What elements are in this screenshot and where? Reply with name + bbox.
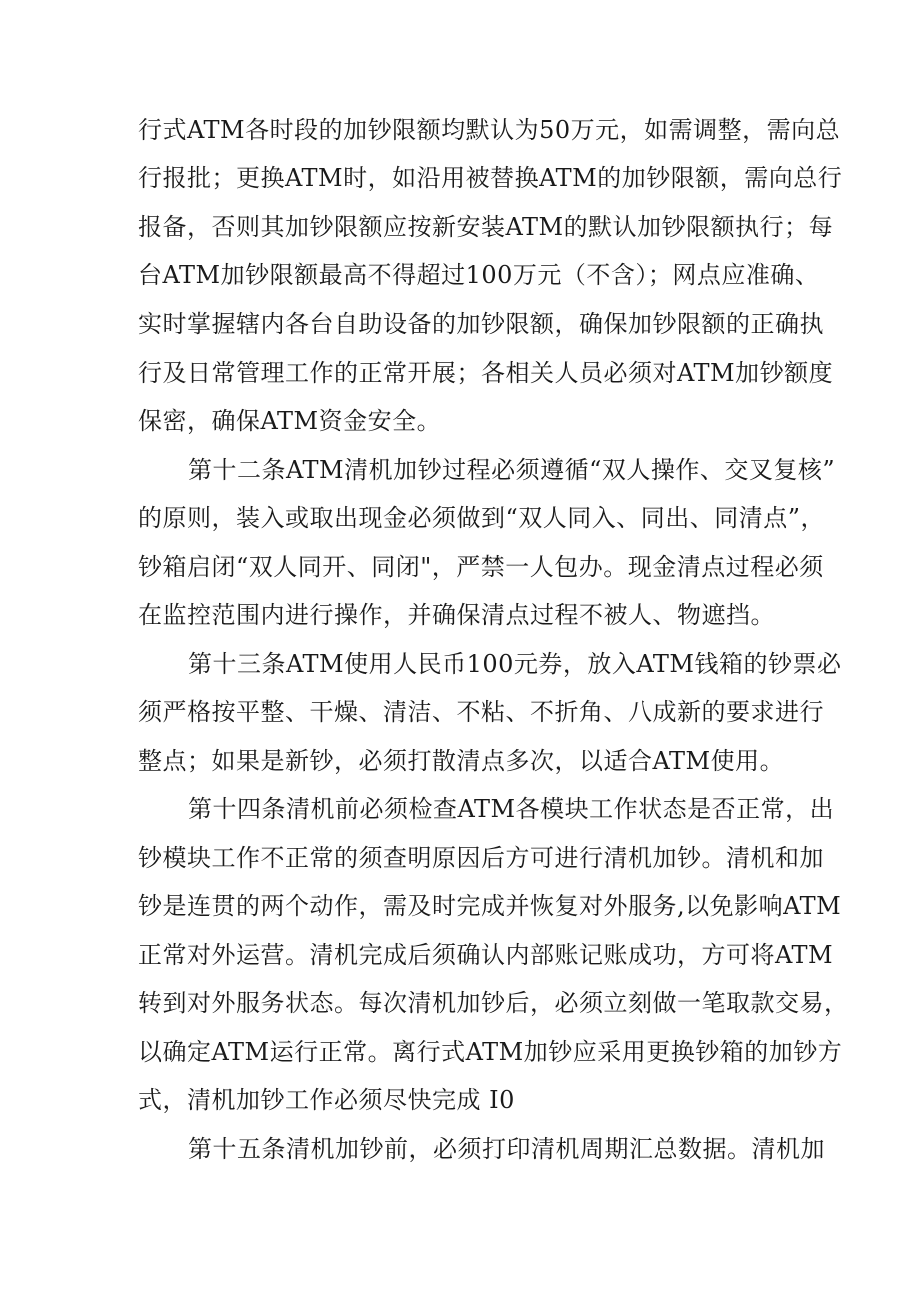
paragraph-line: 式，清机加钞工作必须尽快完成 I0 — [138, 1086, 515, 1114]
paragraph-line: 钞是连贯的两个动作，需及时完成并恢复对外服务,以免影响ATM — [138, 892, 842, 920]
paragraph-line: 第十二条ATM清机加钞过程必须遵循“双人操作、交叉复核” — [188, 456, 836, 484]
paragraph-line: 须严格按平整、干燥、清洁、不粘、不折角、八成新的要求进行 — [138, 698, 824, 726]
paragraph-line: 行式ATM各时段的加钞限额均默认为50万元，如需调整，需向总 — [138, 116, 841, 144]
paragraph-line: 第十五条清机加钞前，必须打印清机周期汇总数据。清机加 — [188, 1135, 825, 1163]
paragraph-line: 行报批；更换ATM时，如沿用被替换ATM的加钞限额，需向总行 — [138, 164, 843, 192]
paragraph-line: 第十三条ATM使用人民币100元券，放入ATM钱箱的钞票必 — [188, 650, 842, 678]
paragraph-line: 的原则，装入或取出现金必须做到“双人同入、同出、同清点”， — [138, 504, 826, 532]
paragraph-line: 在监控范围内进行操作，并确保清点过程不被人、物遮挡。 — [138, 601, 775, 629]
paragraph-line: 行及日常管理工作的正常开展；各相关人员必须对ATM加钞额度 — [138, 359, 834, 387]
paragraph-line: 报备，否则其加钞限额应按新安装ATM的默认加钞限额执行；每 — [138, 213, 834, 241]
paragraph-line: 台ATM加钞限额最高不得超过100万元（不含）；网点应准确、 — [138, 261, 820, 289]
paragraph-line: 钞模块工作不正常的须查明原因后方可进行清机加钞。清机和加 — [138, 844, 824, 872]
paragraph-line: 转到对外服务状态。每次清机加钞后，必须立刻做一笔取款交易， — [138, 989, 849, 1017]
paragraph-line: 实时掌握辖内各台自助设备的加钞限额，确保加钞限额的正确执 — [138, 310, 824, 338]
paragraph-line: 第十四条清机前必须检查ATM各模块工作状态是否正常，出 — [188, 795, 835, 823]
paragraph-line: 以确定ATM运行正常。离行式ATM加钞应采用更换钞箱的加钞方 — [138, 1038, 843, 1066]
paragraph-line: 整点；如果是新钞，必须打散清点多次，以适合ATM使用。 — [138, 747, 785, 775]
paragraph-line: 保密，确保ATM资金安全。 — [138, 407, 442, 435]
paragraph-line: 正常对外运营。清机完成后须确认内部账记账成功，方可将ATM — [138, 941, 834, 969]
paragraph-line: 钞箱启闭“双人同开、同闭"，严禁一人包办。现金清点过程必须 — [138, 553, 824, 581]
